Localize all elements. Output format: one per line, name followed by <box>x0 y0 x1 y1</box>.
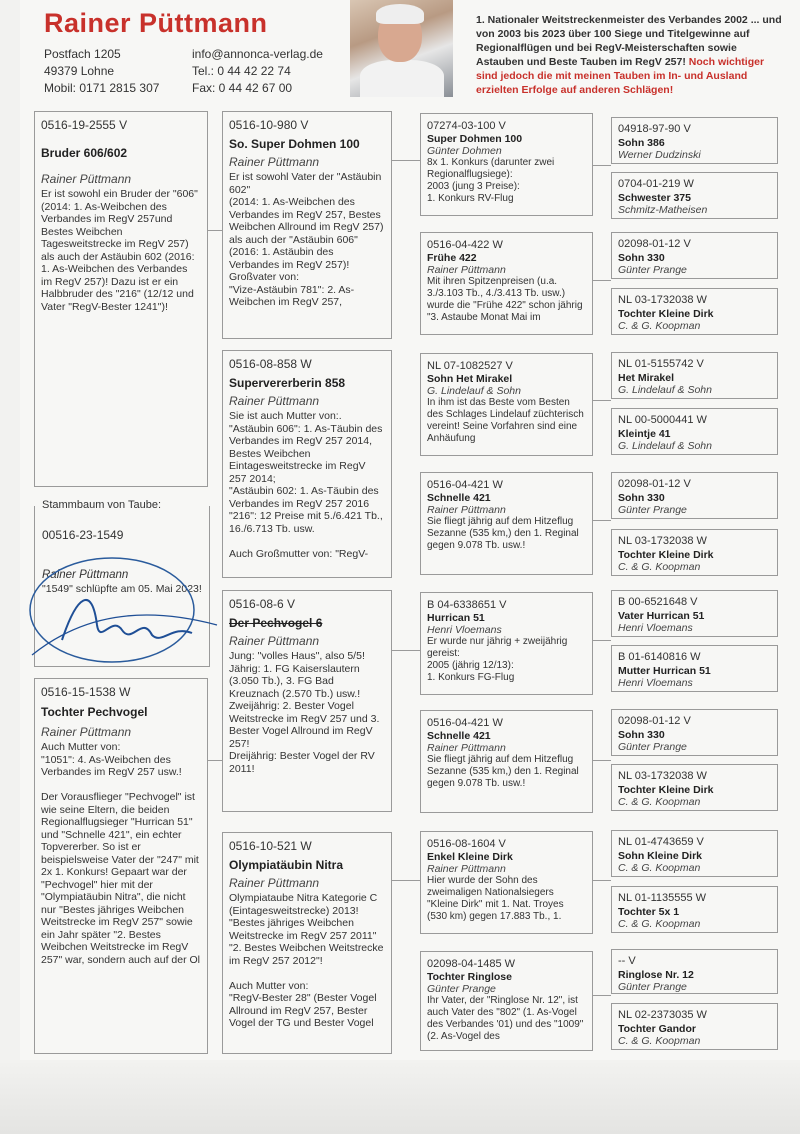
breeder-name: C. & G. Koopman <box>618 862 701 874</box>
breeder-name: G. Lindelauf & Sohn <box>427 385 521 397</box>
pigeon-name: Tochter Kleine Dirk <box>618 549 714 561</box>
ring-number: NL 03-1732038 W <box>618 770 707 782</box>
ring-number: 02098-01-12 V <box>618 238 691 250</box>
stammbaum-label: Stammbaum von Taube: <box>42 499 165 511</box>
breeder-name: G. Lindelauf & Sohn <box>618 440 712 452</box>
fax-text: Fax: 0 44 42 67 00 <box>192 81 293 95</box>
breeder-name: Günter Prange <box>618 981 687 993</box>
ring-number: NL 03-1732038 W <box>618 535 707 547</box>
breeder-name: Henri Vloemans <box>618 622 693 634</box>
pigeon-name: Tochter Kleine Dirk <box>618 308 714 320</box>
pigeon-name: Enkel Kleine Dirk <box>427 851 513 863</box>
description: Jung: "volles Haus", also 5/5! Jährig: 1. FG Kaiserslautern (3.050 Tb.), 3. FG Bad Kreuznach (2.570 Tb.) usw.! Zweijährig: 2. Bester Vogel Weitstrecke im RegV 257 und 3. Bester Vogel Allround im RegV 257! Dreijährig: Bester Vogel der RV 2011! <box>229 650 380 775</box>
email-text: info@annonca-verlag.de <box>192 47 323 61</box>
gen4-box-9 <box>611 590 778 637</box>
ring-number: 02098-04-1485 W <box>427 958 516 970</box>
pigeon-name: Tochter Kleine Dirk <box>618 784 714 796</box>
breeder-name: Rainer Püttmann <box>229 876 320 890</box>
gen4-box-1 <box>611 117 778 164</box>
grandmother-paternal-box <box>222 350 392 578</box>
ring-number: NL 01-5155742 V <box>618 358 704 370</box>
breeder-name: Günter Prange <box>427 983 496 995</box>
pigeon-name: Ringlose Nr. 12 <box>618 969 694 981</box>
breeder-name: Rainer Püttmann <box>229 634 320 648</box>
gen3-box-5 <box>420 592 593 695</box>
contact-address <box>44 46 159 97</box>
postfach-text: Postfach 1205 <box>44 47 121 61</box>
breeder-name: Rainer Püttmann <box>427 863 506 875</box>
gen4-box-14 <box>611 886 778 933</box>
pigeon-name: Schnelle 421 <box>427 492 491 504</box>
description: Mit ihren Spitzenpreisen (u.a. 3./3.103 Tb., 4./3.413 Tb. usw.) wurde die "Frühe 422" schon jährig "3. Astaube Monat Mai im <box>427 276 583 323</box>
pigeon-name: Sohn Het Mirakel <box>427 373 513 385</box>
intro-achievements: 1. Nationaler Weitstreckenmeister des Verbandes 2002 ... und von 2003 bis 2023 über 100 Siege und Titelgewinne auf Regionalflügen und bei RegV-Meisterschaften sowie Astauben und Beste Tauben im RegV 257! <box>476 14 782 68</box>
gen3-box-3 <box>420 353 593 456</box>
breeder-name: C. & G. Koopman <box>618 918 701 930</box>
gen4-box-12 <box>611 764 778 811</box>
breeder-name: Günter Dohmen <box>427 145 502 157</box>
breeder-name: Rainer Püttmann <box>229 394 320 408</box>
breeder-name: Rainer Püttmann <box>229 155 320 169</box>
gen4-box-13 <box>611 830 778 877</box>
gen4-box-2 <box>611 172 778 219</box>
pigeon-name: Sohn 330 <box>618 252 665 264</box>
breeder-name: C. & G. Koopman <box>618 561 701 573</box>
grandfather-paternal-box <box>222 111 392 339</box>
mobile-text: Mobil: 0171 2815 307 <box>44 81 160 95</box>
page-bottom-shadow <box>0 1060 800 1134</box>
ring-number: 0516-10-980 V <box>229 118 309 132</box>
gen4-box-5 <box>611 352 778 399</box>
pigeon-name: Frühe 422 <box>427 252 477 264</box>
ring-number: 04918-97-90 V <box>618 123 691 135</box>
pigeon-name: Olympiatäubin Nitra <box>229 858 344 872</box>
ring-number: NL 07-1082527 V <box>427 360 513 372</box>
pigeon-name: Schwester 375 <box>618 192 691 204</box>
description: Ihr Vater, der "Ringlose Nr. 12", ist auch Vater des "802" (1. As-Vogel des Verbandes '01) und des "1009" (2. As-Vogel des <box>427 995 584 1042</box>
gen3-box-6 <box>420 710 593 813</box>
pigeon-name: Bruder 606/602 <box>41 146 128 160</box>
ring-number: 0516-04-421 W <box>427 479 503 491</box>
ring-number: 02098-01-12 V <box>618 715 691 727</box>
ring-number: B 00-6521648 V <box>618 596 698 608</box>
breeder-name: Rainer Püttmann <box>41 725 132 739</box>
gen3-box-7 <box>420 831 593 934</box>
city-text: 49379 Lohne <box>44 64 115 78</box>
signature-stamp <box>22 555 222 665</box>
gen4-box-3 <box>611 232 778 279</box>
ring-number: 0516-15-1538 W <box>41 685 131 699</box>
ring-number: 02098-01-12 V <box>618 478 691 490</box>
pigeon-name: Sohn 386 <box>618 137 665 149</box>
stammbaum-breeder: Rainer Püttmann <box>42 569 129 581</box>
gen4-box-8 <box>611 529 778 576</box>
pigeon-name: Hurrican 51 <box>427 612 485 624</box>
breeder-name: Günter Prange <box>618 741 687 753</box>
gen4-box-16 <box>611 1003 778 1050</box>
pigeon-name: Der Pechvogel 6 <box>229 616 323 630</box>
gen3-box-2 <box>420 232 593 335</box>
gen3-box-8 <box>420 951 593 1051</box>
description: Olympiataube Nitra Kategorie C (Eintagesweitstrecke) 2013! "Bestes jähriges Weibchen Weitstrecke im RegV 257 2011" "2. Bestes Weibchen Weitstrecke im RegV 257 2012"! Auch Mutter von: "RegV-Bester 28" (Bester Vogel Allround im RegV 257, Bester Vogel der TG und Bester Vogel <box>229 892 384 1029</box>
grandfather-maternal-box <box>222 590 392 812</box>
ring-number: 0516-10-521 W <box>229 839 312 853</box>
ring-number: 0516-08-6 V <box>229 597 296 611</box>
ring-number: 0516-04-421 W <box>427 717 503 729</box>
intro-text <box>476 13 786 97</box>
breeder-name: Rainer Püttmann <box>41 172 132 186</box>
description: Er ist sowohl ein Bruder der "606" (2014: 1. As-Weibchen des Verbandes im RegV 257und Bestes Weibchen Tagesweitstrecke im RegV 257) als auch der Astäubin 602 (2016: 1. As-Weibchen des Verbandes im RegV 257)! Dazu ist er ein Halbbruder des "216" (12/12 und Vater "RegV-Bester 1241")! <box>41 188 198 313</box>
stammbaum-hatch-text: "1549" schlüpfte am 05. Mai 2023! <box>42 583 202 595</box>
pigeon-name: Sohn 330 <box>618 492 665 504</box>
gen4-box-11 <box>611 709 778 756</box>
pigeon-name: Tochter 5x 1 <box>618 906 680 918</box>
pigeon-name: Sohn Kleine Dirk <box>618 850 703 862</box>
breeder-name: Rainer Püttmann <box>427 264 506 276</box>
pigeon-name: Super Dohmen 100 <box>427 133 523 145</box>
pigeon-name: So. Super Dohmen 100 <box>229 137 360 151</box>
contact-channels <box>192 46 323 97</box>
breeder-name: Rainer Püttmann <box>427 504 506 516</box>
breeder-name: Henri Vloemans <box>427 624 502 636</box>
gen4-box-15 <box>611 949 778 994</box>
ring-number: B 01-6140816 W <box>618 651 701 663</box>
pigeon-name: Het Mirakel <box>618 372 675 384</box>
pedigree-father-box <box>34 111 208 487</box>
breeder-name: C. & G. Koopman <box>618 320 701 332</box>
description: Hier wurde der Sohn des zweimaligen Nationalsiegers "Kleine Dirk" mit 1. Nat. Troyes (530 km) gegen 17.883 Tb., 1. <box>427 875 564 922</box>
description: Sie fliegt jährig auf dem Hitzeflug Sezanne (535 km,) den 1. Reginal gegen 9.078 Tb. usw.! <box>427 516 579 551</box>
breeder-photo <box>350 0 453 97</box>
breeder-name: Werner Dudzinski <box>618 149 701 161</box>
description: Sie fliegt jährig auf dem Hitzeflug Sezanne (535 km,) den 1. Reginal gegen 9.078 Tb. usw.! <box>427 754 579 789</box>
breeder-name: Günter Prange <box>618 264 687 276</box>
description: In ihm ist das Beste vom Besten des Schlages Lindelauf züchterisch vereint! Seine Vorfahren sind eine Anhäufung <box>427 397 584 444</box>
breeder-name: Schmitz-Matheisen <box>618 204 708 216</box>
breeder-name: Henri Vloemans <box>618 677 693 689</box>
gen4-box-10 <box>611 645 778 692</box>
stammbaum-ring: 00516-23-1549 <box>42 528 124 542</box>
pedigree-mother-box <box>34 678 208 1054</box>
gen4-box-7 <box>611 472 778 519</box>
breeder-name: Rainer Püttmann <box>427 742 506 754</box>
breeder-name: C. & G. Koopman <box>618 1035 701 1047</box>
tel-text: Tel.: 0 44 42 22 74 <box>192 64 291 78</box>
gen4-box-6 <box>611 408 778 455</box>
ring-number: NL 01-4743659 V <box>618 836 704 848</box>
pigeon-name: Vater Hurrican 51 <box>618 610 705 622</box>
pigeon-name: Tochter Gandor <box>618 1023 696 1035</box>
pigeon-name: Supervererberin 858 <box>229 376 346 390</box>
pigeon-name: Sohn 330 <box>618 729 665 741</box>
ring-number: 0516-04-422 W <box>427 239 503 251</box>
ring-number: -- V <box>618 955 636 967</box>
pigeon-name: Tochter Pechvogel <box>41 705 148 719</box>
gen4-box-4 <box>611 288 778 335</box>
description: Er wurde nur jährig + zweijährig gereist: 2005 (jährig 12/13): 1. Konkurs FG-Flug <box>427 636 568 683</box>
grandmother-maternal-box <box>222 832 392 1054</box>
gen3-box-1 <box>420 113 593 216</box>
ring-number: 0516-19-2555 V <box>41 118 128 132</box>
ring-number: NL 01-1135555 W <box>618 892 707 904</box>
ring-number: NL 02-2373035 W <box>618 1009 707 1021</box>
breeder-name: C. & G. Koopman <box>618 796 701 808</box>
intro-highlight: Noch wichtiger sind jedoch die mit meinen Tauben im In- und Ausland erzielten Erfolge auf anderen Schlägen! <box>476 56 765 96</box>
ring-number: 0516-08-1604 V <box>427 838 506 850</box>
pigeon-name: Mutter Hurrican 51 <box>618 665 711 677</box>
description: Sie ist auch Mutter von:. "Astäubin 606": 1. As-Täubin des Verbandes im RegV 257 2014, Bestes Weibchen Eintagesweitstrecke im RegV 257 2014; "Astäubin 602: 1. As-Täubin des Verbandes im RegV 257 2016 "216": 12 Preise mit 5./6.421 Tb., 16./6.713 Tb. usw. Auch Großmutter von: "RegV- <box>229 410 383 560</box>
ring-number: 07274-03-100 V <box>427 120 506 132</box>
gen3-box-4 <box>420 472 593 575</box>
description: Er ist sowohl Vater der "Astäubin 602" (2014: 1. As-Weibchen des Verbandes im RegV 257, Bestes Weibchen Allround im RegV 257) als auch der "Astäubin 606" (2016: 1. Astäubin des Verbandes im RegV 257)! Großvater von: "Vize-Astäubin 781": 2. As-Weibchen im RegV 257, <box>229 171 384 308</box>
ring-number: 0516-08-858 W <box>229 357 312 371</box>
ring-number: 0704-01-219 W <box>618 178 694 190</box>
ring-number: NL 03-1732038 W <box>618 294 707 306</box>
description: Auch Mutter von: "1051": 4. As-Weibchen des Verbandes im RegV 257 usw.! Der Vorausflieger "Pechvogel" ist wie seine Eltern, die beiden Regionalflugsieger "Hurrican 51" und "Schnelle 421", ein echter Topvererber. So ist er beispielsweise Vater der "247" mit 2x 1. Konkurs! Gepaart war der "Pechvogel" hier mit der "Olympiatäubin Nitra", die nicht nur "Bestes jähriges Weibchen Weitstrecke im RegV 257" sowie ein Jahr später "2. Bestes Weibchen Weitstrecke im RegV 257" war, sondern auch auf der Ol <box>41 741 200 966</box>
pigeon-name: Kleintje 41 <box>618 428 671 440</box>
ring-number: B 04-6338651 V <box>427 599 507 611</box>
ring-number: NL 00-5000441 W <box>618 414 707 426</box>
pigeon-name: Schnelle 421 <box>427 730 491 742</box>
description: 8x 1. Konkurs (darunter zwei Regionalflugsiege): 2003 (jung 3 Preise): 1. Konkurs RV-Flug <box>427 157 555 204</box>
breeder-name: Günter Prange <box>618 504 687 516</box>
breeder-name: G. Lindelauf & Sohn <box>618 384 712 396</box>
pigeon-name: Tochter Ringlose <box>427 971 512 983</box>
breeder-name-heading: Rainer Püttmann <box>44 8 268 38</box>
